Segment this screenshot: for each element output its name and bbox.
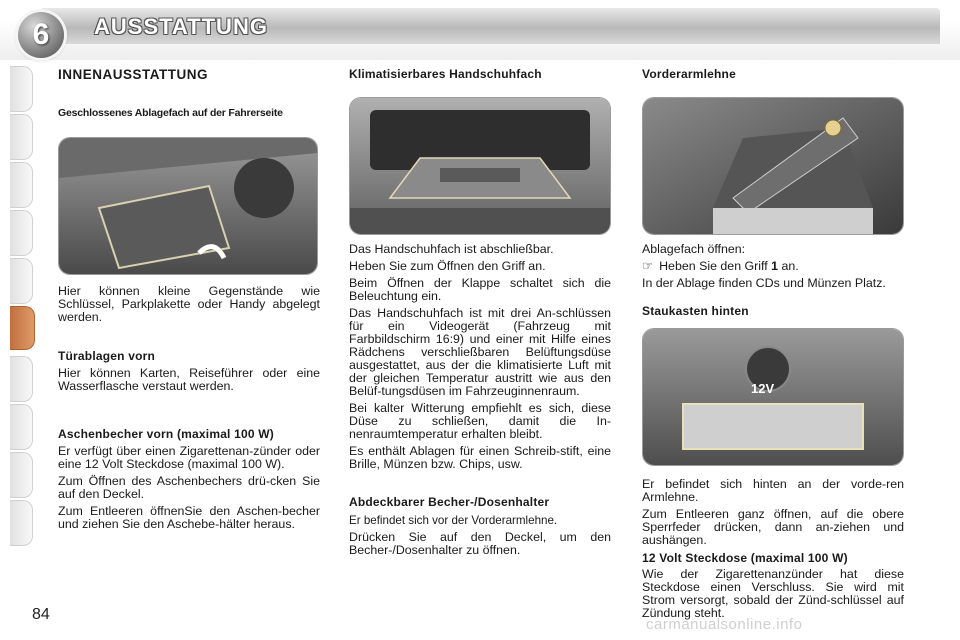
photo-armrest (642, 97, 904, 235)
column-middle (349, 62, 611, 561)
section-title-handschuhfach: Klimatisierbares Handschuhfach (349, 67, 542, 81)
section-title-innenausstattung: INNENAUSSTATTUNG (58, 67, 208, 82)
text-handschuhfach-1: Das Handschuhfach ist abschließbar. (349, 242, 554, 256)
text-handschuhfach-3: Beim Öffnen der Klappe schaltet sich die Beleuchtung ein. (349, 276, 611, 303)
text-staukasten-2: Zum Entleeren ganz öffnen, auf die obere Sperrfeder drücken, dann an-ziehen und aushängen. (642, 507, 904, 547)
text-handschuhfach-6: Es enthält Ablagen für einen Schreib-stift, eine Brille, Münzen bzw. Chips, usw. (349, 444, 611, 471)
bullet-text-pre: Heben Sie den Griff (659, 259, 768, 273)
section-title-steckdose: 12 Volt Steckdose (maximal 100 W) (642, 551, 848, 565)
chapter-title: AUSSTATTUNG (94, 14, 268, 39)
text-becherhalter-2: Drücken Sie auf den Deckel, um den Becher-/Dosenhalter zu öffnen. (349, 530, 611, 557)
text-aschenbecher-1: Er verfügt über einen Zigarettenan-zünder oder eine 12 Volt Steckdose (maximal 100 W). (58, 444, 320, 471)
text-handschuhfach-4: Das Handschuhfach ist mit drei An-schlüssen für ein Videogerät (Fahrzeug mit Farbbildschirm 16:9) und einer mit Hilfe eines Rädchens verschließbaren Belüftungsdüse ausgestattet, aus der die klimatisierte Luft mit der gleichen Temperatur austritt wie aus den Belüf-tungsdüsen im Fahrzeuginnenraum. (349, 306, 611, 398)
text-armlehne-bullet (642, 260, 904, 273)
bullet-text-post: an. (781, 259, 799, 273)
text-handschuhfach-2: Heben Sie zum Öffnen den Griff an. (349, 259, 546, 273)
chapter-badge: 6 (18, 12, 64, 58)
text-tuerablagen: Hier können Karten, Reiseführer oder eine Wasserflasche verstaut werden. (58, 366, 320, 393)
section-title-staukasten: Staukasten hinten (642, 304, 749, 318)
chapter-tab[interactable] (10, 114, 33, 160)
photo-rear-storage (642, 328, 904, 466)
chapter-tab[interactable] (10, 452, 33, 498)
text-becherhalter-1: Er befindet sich vor der Vorderarmlehne. (349, 514, 558, 527)
page-header (0, 0, 960, 60)
column-left (58, 62, 320, 535)
text-armlehne-2: In der Ablage finden CDs und Münzen Platz. (642, 276, 886, 290)
bullet-handle-number: 1 (771, 259, 779, 273)
text-steckdose-1: Wie der Zigarettenanzünder hat diese Steckdose einen Verschluss. Sie wird mit Strom versorgt, sobald der Zünd-schlüssel auf Zündung steht. (642, 567, 904, 620)
section-title-vorderarmlehne: Vorderarmlehne (642, 67, 736, 81)
text-aschenbecher-3: Zum Entleeren öffnenSie den Aschen-becher und ziehen Sie den Aschebe-hälter heraus. (58, 504, 320, 531)
section-title-tuerablagen: Türablagen vorn (58, 349, 156, 363)
photo-glove-box (349, 97, 611, 235)
watermark: carmanualsonline.info (646, 616, 803, 633)
photo-label-12v: 12V (751, 381, 775, 396)
chapter-tab[interactable] (10, 500, 33, 546)
section-title-becherhalter: Abdeckbarer Becher-/Dosenhalter (349, 495, 550, 509)
text-staukasten-1: Er befindet sich hinten an der vorde-ren Armlehne. (642, 477, 904, 504)
chapter-tab[interactable] (10, 66, 33, 112)
chapter-tab[interactable] (10, 210, 33, 256)
text-armlehne-1: Ablagefach öffnen: (642, 242, 746, 256)
text-aschenbecher-2: Zum Öffnen des Aschenbechers drü-cken Sie auf den Deckel. (58, 474, 320, 501)
chapter-tab[interactable] (10, 356, 33, 402)
section-title-aschenbecher: Aschenbecher vorn (maximal 100 W) (58, 427, 275, 441)
column-right (642, 62, 904, 624)
chapter-tabs (10, 66, 34, 576)
chapter-tab-active[interactable] (10, 306, 35, 350)
text-ablagefach: Hier können kleine Gegenstände wie Schlüssel, Parkplakette oder Handy abgelegt werden. (58, 284, 320, 324)
chapter-tab[interactable] (10, 162, 33, 208)
chapter-tab[interactable] (10, 258, 33, 304)
chapter-tab[interactable] (10, 404, 33, 450)
subsection-title-ablagefach: Geschlossenes Ablagefach auf der Fahrerseite (58, 107, 283, 119)
text-handschuhfach-5: Bei kalter Witterung empfiehlt es sich, diese Düse zu schließen, damit die In-nenraumtemperatur erhalten bleibt. (349, 401, 611, 441)
photo-driver-compartment (58, 137, 318, 275)
hand-pointer-icon: ☞ (642, 259, 654, 273)
page-number: 84 (32, 606, 50, 623)
